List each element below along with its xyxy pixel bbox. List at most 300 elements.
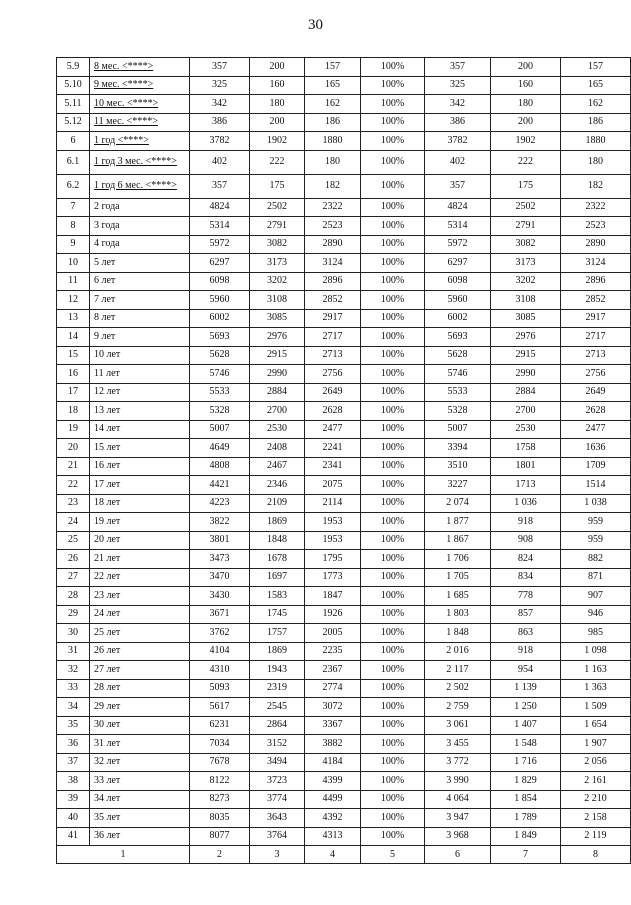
value-cell-col9: 2649 <box>561 383 631 402</box>
value-cell-col8: 2700 <box>491 402 561 421</box>
table-row <box>57 309 631 328</box>
value-cell-col8: 2990 <box>491 365 561 384</box>
table-row <box>57 58 631 77</box>
age-label: 19 лет <box>94 515 121 527</box>
value-cell-col7: 386 <box>425 113 491 132</box>
age-label: 34 лет <box>94 793 121 805</box>
value-cell-col7: 5328 <box>425 402 491 421</box>
table-row <box>57 291 631 310</box>
value-cell-col6: 100% <box>361 457 425 476</box>
value-cell-col3: 5693 <box>190 328 250 347</box>
value-cell-col7: 5972 <box>425 235 491 254</box>
age-label: 8 лет <box>94 312 116 324</box>
value-cell-col5: 2852 <box>305 291 361 310</box>
value-cell-col3: 8077 <box>190 827 250 846</box>
value-cell-col3: 8035 <box>190 809 250 828</box>
table-row <box>57 198 631 217</box>
value-cell-col9: 1 654 <box>561 716 631 735</box>
row-number-cell: 8 <box>57 217 90 236</box>
population-table <box>56 57 631 864</box>
table-row <box>57 132 631 151</box>
value-cell-col9: 2 119 <box>561 827 631 846</box>
value-cell-col8: 200 <box>491 58 561 77</box>
age-label-cell <box>90 217 190 236</box>
row-number-cell: 29 <box>57 605 90 624</box>
age-label: 16 лет <box>94 460 121 472</box>
value-cell-col6: 100% <box>361 679 425 698</box>
value-cell-col6: 100% <box>361 753 425 772</box>
age-label-cell <box>90 457 190 476</box>
value-cell-col7: 3 061 <box>425 716 491 735</box>
age-label: 30 лет <box>94 719 121 731</box>
age-label: 22 лет <box>94 571 121 583</box>
row-number-cell: 21 <box>57 457 90 476</box>
value-cell-col9: 1 363 <box>561 679 631 698</box>
value-cell-col9: 1 907 <box>561 735 631 754</box>
table-row <box>57 550 631 569</box>
row-number-cell: 30 <box>57 624 90 643</box>
table-row <box>57 513 631 532</box>
age-label: 4 года <box>94 238 120 250</box>
value-cell-col8: 857 <box>491 605 561 624</box>
value-cell-col9: 2 158 <box>561 809 631 828</box>
age-label: 21 лет <box>94 552 121 564</box>
age-label-cell <box>90 198 190 217</box>
value-cell-col9: 180 <box>561 150 631 174</box>
age-label: 6 лет <box>94 275 116 287</box>
value-cell-col8: 3173 <box>491 254 561 273</box>
age-label-cell <box>90 550 190 569</box>
value-cell-col5: 3882 <box>305 735 361 754</box>
value-cell-col6: 100% <box>361 235 425 254</box>
age-label: 18 лет <box>94 497 121 509</box>
value-cell-col5: 1953 <box>305 513 361 532</box>
age-label-cell <box>90 642 190 661</box>
age-label-cell <box>90 439 190 458</box>
row-number-cell: 15 <box>57 346 90 365</box>
value-cell-col7: 3 772 <box>425 753 491 772</box>
value-cell-col4: 1697 <box>250 568 305 587</box>
age-label-cell <box>90 698 190 717</box>
value-cell-col9: 162 <box>561 95 631 114</box>
value-cell-col3: 3762 <box>190 624 250 643</box>
table-row <box>57 753 631 772</box>
value-cell-col8: 2976 <box>491 328 561 347</box>
row-number-cell: 32 <box>57 661 90 680</box>
table-row <box>57 365 631 384</box>
age-label-cell <box>90 402 190 421</box>
value-cell-col9: 2896 <box>561 272 631 291</box>
value-cell-col4: 2545 <box>250 698 305 717</box>
value-cell-col8: 3202 <box>491 272 561 291</box>
value-cell-col3: 386 <box>190 113 250 132</box>
row-number-cell: 39 <box>57 790 90 809</box>
value-cell-col9: 1636 <box>561 439 631 458</box>
value-cell-col6: 100% <box>361 809 425 828</box>
age-label-cell <box>90 624 190 643</box>
row-number-cell: 31 <box>57 642 90 661</box>
row-number-cell: 18 <box>57 402 90 421</box>
row-number-cell: 40 <box>57 809 90 828</box>
age-label-cell <box>90 790 190 809</box>
age-label: 10 мес. <****> <box>94 97 159 109</box>
value-cell-col7: 5007 <box>425 420 491 439</box>
value-cell-col5: 2717 <box>305 328 361 347</box>
age-label: 2 года <box>94 201 120 213</box>
value-cell-col4: 3085 <box>250 309 305 328</box>
value-cell-col6: 100% <box>361 132 425 151</box>
value-cell-col3: 4421 <box>190 476 250 495</box>
value-cell-col7: 5693 <box>425 328 491 347</box>
value-cell-col5: 165 <box>305 76 361 95</box>
age-label-cell <box>90 661 190 680</box>
value-cell-col6: 100% <box>361 291 425 310</box>
value-cell-col4: 2915 <box>250 346 305 365</box>
value-cell-col5: 2917 <box>305 309 361 328</box>
value-cell-col3: 342 <box>190 95 250 114</box>
value-cell-col5: 162 <box>305 95 361 114</box>
value-cell-col8: 1758 <box>491 439 561 458</box>
value-cell-col8: 175 <box>491 174 561 198</box>
value-cell-col5: 2341 <box>305 457 361 476</box>
value-cell-col9: 985 <box>561 624 631 643</box>
age-label: 14 лет <box>94 423 121 435</box>
row-number-cell: 14 <box>57 328 90 347</box>
age-label: 11 лет <box>94 367 120 379</box>
value-cell-col9: 2 056 <box>561 753 631 772</box>
value-cell-col8: 918 <box>491 642 561 661</box>
age-label-cell <box>90 95 190 114</box>
value-cell-col7: 5628 <box>425 346 491 365</box>
row-number-cell: 38 <box>57 772 90 791</box>
value-cell-col9: 157 <box>561 58 631 77</box>
age-label: 17 лет <box>94 478 121 490</box>
value-cell-col5: 2075 <box>305 476 361 495</box>
age-label: 24 лет <box>94 608 121 620</box>
table-row <box>57 809 631 828</box>
value-cell-col6: 100% <box>361 605 425 624</box>
value-cell-col9: 2477 <box>561 420 631 439</box>
value-cell-col9: 946 <box>561 605 631 624</box>
value-cell-col8: 1801 <box>491 457 561 476</box>
row-number-cell: 10 <box>57 254 90 273</box>
age-label: 31 лет <box>94 737 121 749</box>
table-row <box>57 113 631 132</box>
value-cell-col4: 180 <box>250 95 305 114</box>
value-cell-col5: 1880 <box>305 132 361 151</box>
value-cell-col3: 325 <box>190 76 250 95</box>
age-label-cell <box>90 476 190 495</box>
value-cell-col8: 2530 <box>491 420 561 439</box>
value-cell-col4: 2884 <box>250 383 305 402</box>
row-number-cell: 34 <box>57 698 90 717</box>
value-cell-col6: 100% <box>361 198 425 217</box>
value-cell-col4: 3764 <box>250 827 305 846</box>
value-cell-col4: 2408 <box>250 439 305 458</box>
value-cell-col8: 200 <box>491 113 561 132</box>
value-cell-col5: 2628 <box>305 402 361 421</box>
row-number-cell: 5.9 <box>57 58 90 77</box>
value-cell-col5: 2713 <box>305 346 361 365</box>
value-cell-col3: 3430 <box>190 587 250 606</box>
row-number-cell: 41 <box>57 827 90 846</box>
column-number-cell: 8 <box>561 846 631 864</box>
age-label: 25 лет <box>94 626 121 638</box>
value-cell-col7: 357 <box>425 58 491 77</box>
age-label: 1 год <****> <box>94 134 149 146</box>
row-number-cell: 13 <box>57 309 90 328</box>
value-cell-col9: 2713 <box>561 346 631 365</box>
value-cell-col9: 1 163 <box>561 661 631 680</box>
value-cell-col3: 357 <box>190 58 250 77</box>
value-cell-col6: 100% <box>361 439 425 458</box>
table-row <box>57 95 631 114</box>
table-row <box>57 642 631 661</box>
value-cell-col3: 4104 <box>190 642 250 661</box>
value-cell-col5: 1847 <box>305 587 361 606</box>
value-cell-col8: 1 407 <box>491 716 561 735</box>
value-cell-col5: 2756 <box>305 365 361 384</box>
value-cell-col5: 3367 <box>305 716 361 735</box>
row-number-cell: 6.1 <box>57 150 90 174</box>
age-label-cell <box>90 513 190 532</box>
value-cell-col3: 357 <box>190 174 250 198</box>
value-cell-col7: 1 803 <box>425 605 491 624</box>
value-cell-col4: 2976 <box>250 328 305 347</box>
value-cell-col6: 100% <box>361 513 425 532</box>
value-cell-col7: 2 016 <box>425 642 491 661</box>
age-label-cell <box>90 587 190 606</box>
value-cell-col9: 1 038 <box>561 494 631 513</box>
table-row <box>57 605 631 624</box>
value-cell-col4: 1869 <box>250 513 305 532</box>
age-label-cell <box>90 827 190 846</box>
value-cell-col6: 100% <box>361 698 425 717</box>
table-row <box>57 328 631 347</box>
value-cell-col4: 2864 <box>250 716 305 735</box>
age-label: 3 года <box>94 219 120 231</box>
value-cell-col5: 2896 <box>305 272 361 291</box>
age-label: 1 год 6 мес. <****> <box>94 180 177 191</box>
value-cell-col6: 100% <box>361 174 425 198</box>
row-number-cell: 19 <box>57 420 90 439</box>
value-cell-col4: 1757 <box>250 624 305 643</box>
value-cell-col6: 100% <box>361 476 425 495</box>
value-cell-col8: 1 036 <box>491 494 561 513</box>
age-label: 36 лет <box>94 830 121 842</box>
value-cell-col5: 1795 <box>305 550 361 569</box>
table-row <box>57 716 631 735</box>
value-cell-col9: 959 <box>561 513 631 532</box>
value-cell-col4: 2467 <box>250 457 305 476</box>
value-cell-col5: 2367 <box>305 661 361 680</box>
value-cell-col9: 907 <box>561 587 631 606</box>
row-number-cell: 11 <box>57 272 90 291</box>
age-label-cell <box>90 272 190 291</box>
value-cell-col8: 1 829 <box>491 772 561 791</box>
value-cell-col7: 1 705 <box>425 568 491 587</box>
value-cell-col5: 4184 <box>305 753 361 772</box>
value-cell-col7: 5314 <box>425 217 491 236</box>
age-label-cell <box>90 568 190 587</box>
value-cell-col3: 3470 <box>190 568 250 587</box>
value-cell-col8: 863 <box>491 624 561 643</box>
table-row <box>57 254 631 273</box>
row-number-cell: 28 <box>57 587 90 606</box>
age-label-cell <box>90 420 190 439</box>
table-row <box>57 494 631 513</box>
value-cell-col7: 6002 <box>425 309 491 328</box>
value-cell-col3: 5617 <box>190 698 250 717</box>
value-cell-col5: 182 <box>305 174 361 198</box>
value-cell-col7: 5960 <box>425 291 491 310</box>
value-cell-col5: 3124 <box>305 254 361 273</box>
value-cell-col8: 1 716 <box>491 753 561 772</box>
value-cell-col6: 100% <box>361 420 425 439</box>
value-cell-col7: 3394 <box>425 439 491 458</box>
value-cell-col4: 3082 <box>250 235 305 254</box>
table-row <box>57 735 631 754</box>
age-label-cell <box>90 113 190 132</box>
column-number-cell: 6 <box>425 846 491 864</box>
table-row <box>57 217 631 236</box>
age-label-cell <box>90 328 190 347</box>
value-cell-col6: 100% <box>361 328 425 347</box>
row-number-cell: 16 <box>57 365 90 384</box>
age-label: 32 лет <box>94 756 121 768</box>
row-number-cell: 7 <box>57 198 90 217</box>
value-cell-col4: 1745 <box>250 605 305 624</box>
value-cell-col9: 882 <box>561 550 631 569</box>
value-cell-col8: 1 789 <box>491 809 561 828</box>
value-cell-col5: 1953 <box>305 531 361 550</box>
age-label-cell <box>90 716 190 735</box>
table-row <box>57 587 631 606</box>
column-number-cell: 1 <box>57 846 190 864</box>
value-cell-col5: 157 <box>305 58 361 77</box>
value-cell-col4: 200 <box>250 58 305 77</box>
age-label: 8 мес. <****> <box>94 60 154 72</box>
age-label-cell <box>90 291 190 310</box>
value-cell-col6: 100% <box>361 254 425 273</box>
value-cell-col5: 2649 <box>305 383 361 402</box>
value-cell-col5: 2241 <box>305 439 361 458</box>
value-cell-col4: 3643 <box>250 809 305 828</box>
value-cell-col4: 222 <box>250 150 305 174</box>
value-cell-col3: 5314 <box>190 217 250 236</box>
table-row <box>57 76 631 95</box>
row-number-cell: 27 <box>57 568 90 587</box>
value-cell-col5: 4313 <box>305 827 361 846</box>
value-cell-col5: 2774 <box>305 679 361 698</box>
table-row <box>57 439 631 458</box>
value-cell-col7: 6297 <box>425 254 491 273</box>
value-cell-col7: 6098 <box>425 272 491 291</box>
value-cell-col4: 1943 <box>250 661 305 680</box>
value-cell-col5: 3072 <box>305 698 361 717</box>
value-cell-col5: 186 <box>305 113 361 132</box>
value-cell-col7: 4 064 <box>425 790 491 809</box>
column-number-cell: 5 <box>361 846 425 864</box>
value-cell-col6: 100% <box>361 587 425 606</box>
value-cell-col6: 100% <box>361 365 425 384</box>
value-cell-col4: 2502 <box>250 198 305 217</box>
value-cell-col5: 2477 <box>305 420 361 439</box>
table-row <box>57 272 631 291</box>
value-cell-col8: 1902 <box>491 132 561 151</box>
value-cell-col3: 3671 <box>190 605 250 624</box>
age-label: 13 лет <box>94 404 121 416</box>
table-row <box>57 346 631 365</box>
value-cell-col4: 200 <box>250 113 305 132</box>
value-cell-col4: 1583 <box>250 587 305 606</box>
value-cell-col5: 2114 <box>305 494 361 513</box>
value-cell-col6: 100% <box>361 402 425 421</box>
value-cell-col4: 2530 <box>250 420 305 439</box>
value-cell-col4: 1678 <box>250 550 305 569</box>
value-cell-col7: 3 455 <box>425 735 491 754</box>
age-label-cell <box>90 383 190 402</box>
value-cell-col7: 1 848 <box>425 624 491 643</box>
column-number-cell: 2 <box>190 846 250 864</box>
value-cell-col9: 1880 <box>561 132 631 151</box>
value-cell-col6: 100% <box>361 735 425 754</box>
age-label-cell <box>90 58 190 77</box>
age-label: 12 лет <box>94 386 121 398</box>
value-cell-col3: 7034 <box>190 735 250 754</box>
value-cell-col3: 402 <box>190 150 250 174</box>
value-cell-col9: 2523 <box>561 217 631 236</box>
value-cell-col9: 1709 <box>561 457 631 476</box>
value-cell-col5: 4392 <box>305 809 361 828</box>
age-label: 29 лет <box>94 700 121 712</box>
age-label-cell <box>90 531 190 550</box>
column-number-cell: 4 <box>305 846 361 864</box>
row-number-cell: 6 <box>57 132 90 151</box>
value-cell-col9: 1 509 <box>561 698 631 717</box>
value-cell-col4: 175 <box>250 174 305 198</box>
value-cell-col4: 2990 <box>250 365 305 384</box>
value-cell-col7: 342 <box>425 95 491 114</box>
value-cell-col6: 100% <box>361 790 425 809</box>
age-label: 11 мес. <****> <box>94 116 158 128</box>
value-cell-col8: 2502 <box>491 198 561 217</box>
value-cell-col3: 5746 <box>190 365 250 384</box>
table-row <box>57 150 631 174</box>
value-cell-col7: 402 <box>425 150 491 174</box>
table-body <box>57 58 631 864</box>
value-cell-col8: 2915 <box>491 346 561 365</box>
value-cell-col9: 2717 <box>561 328 631 347</box>
age-label-cell <box>90 254 190 273</box>
value-cell-col3: 5972 <box>190 235 250 254</box>
value-cell-col6: 100% <box>361 642 425 661</box>
age-label-cell <box>90 76 190 95</box>
table-row <box>57 698 631 717</box>
value-cell-col3: 5533 <box>190 383 250 402</box>
row-number-cell: 20 <box>57 439 90 458</box>
value-cell-col5: 2523 <box>305 217 361 236</box>
value-cell-col8: 1 849 <box>491 827 561 846</box>
value-cell-col4: 1869 <box>250 642 305 661</box>
age-label: 10 лет <box>94 349 121 361</box>
row-number-cell: 12 <box>57 291 90 310</box>
value-cell-col9: 3124 <box>561 254 631 273</box>
value-cell-col4: 1848 <box>250 531 305 550</box>
age-label: 23 лет <box>94 589 121 601</box>
value-cell-col8: 778 <box>491 587 561 606</box>
value-cell-col5: 1773 <box>305 568 361 587</box>
